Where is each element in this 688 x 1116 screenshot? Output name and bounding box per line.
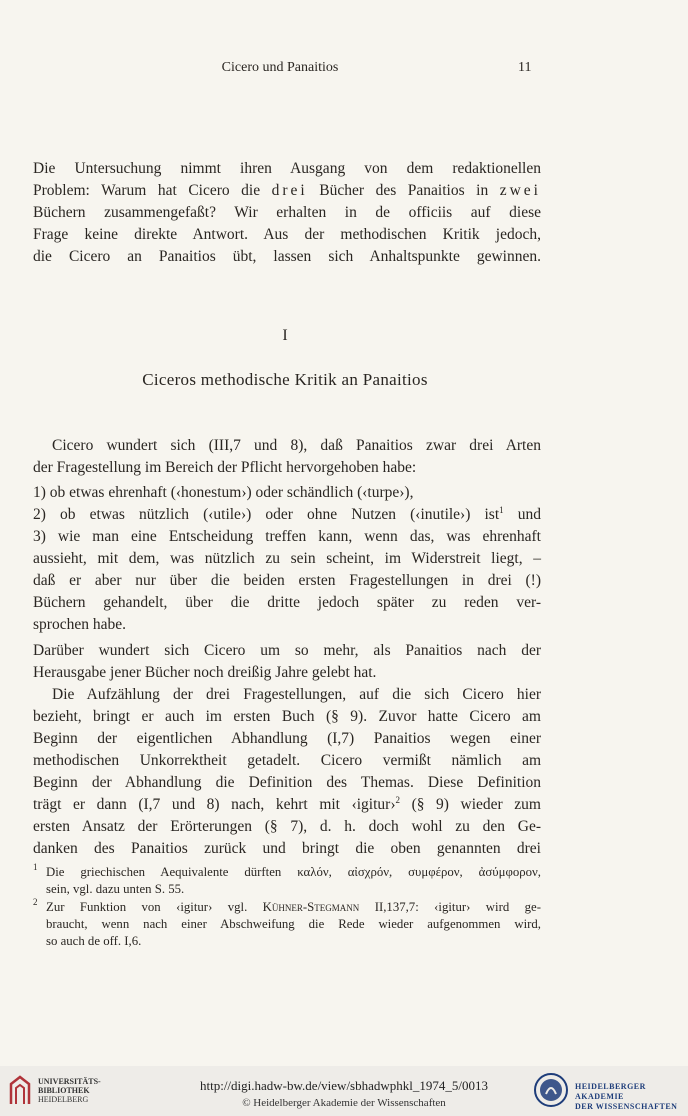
intro-line: Die Untersuchung nimmt ihren Ausgang von dem redaktionellen <box>33 160 541 177</box>
body-line: daß er aber nur über die beiden ersten Fragestellungen in drei (!) <box>33 572 541 589</box>
permalink-url[interactable]: http://digi.hadw-bw.de/view/sbhadwphkl_1974_5/0013 <box>199 1078 489 1093</box>
footnote-line: braucht, wenn nach einer Abschweifung die Rede wieder aufgenommen wird, <box>46 917 541 931</box>
body-line: sprochen habe. <box>33 616 126 633</box>
academy-name: HEIDELBERGER AKADEMIE DER WISSENSCHAFTEN <box>575 1082 678 1111</box>
body-line: Darüber wundert sich Cicero um so mehr, als Panaitios nach der <box>33 642 541 659</box>
running-title: Cicero und Panaitios <box>221 60 339 75</box>
body-line: Herausgabe jener Bücher noch dreißig Jahre gelebt hat. <box>33 664 377 681</box>
body-line: Beginn der eigentlichen Abhandlung (I,7) Panaitios wegen einer <box>33 730 541 747</box>
body-line: ersten Ansatz der Erörterungen (§ 7), d. h. doch wohl zu den Ge- <box>33 818 541 835</box>
footnote-line: so auch de off. I,6. <box>46 934 142 948</box>
body-line: 2) ob etwas nützlich (‹utile›) oder ohne Nutzen (‹inutile›) ist$^1$ und <box>33 505 541 523</box>
intro-line: Frage keine direkte Antwort. Aus der methodischen Kritik jedoch, <box>33 226 541 243</box>
page-number: 11 <box>518 60 532 75</box>
intro-line: Büchern zusammengefaßt? Wir erhalten in de officiis auf diese <box>33 204 541 221</box>
body-line: Beginn der Abhandlung die Definition des Themas. Diese Definition <box>33 774 541 791</box>
body-line: Büchern gehandelt, über die dritte jedoch später zu reden ver- <box>33 594 541 611</box>
body-line: bezieht, bringt er auch im ersten Buch (§ 9). Zuvor hatte Cicero am <box>33 708 541 725</box>
footnote-ref: 1 <box>499 505 504 515</box>
body-line: 1) ob etwas ehrenhaft (‹honestum›) oder schändlich (‹turpe›), <box>33 484 414 501</box>
footnote-line: Die griechischen Aequivalente dürften καλόν, αἰσχρόν, συμφέρον, ἀσύμφορον, <box>46 865 541 879</box>
academy-seal-icon[interactable] <box>533 1072 569 1108</box>
body-line: trägt er dann (I,7 und 8) nach, kehrt mit ‹igitur›$^2$ (§ 9) wieder zum <box>33 795 541 813</box>
body-line: Cicero wundert sich (III,7 und 8), daß Panaitios zwar drei Arten <box>52 437 541 454</box>
section-title: Ciceros methodische Kritik an Panaitios <box>142 370 428 389</box>
section-numeral: I <box>282 327 288 344</box>
body-line: 3) wie man eine Entscheidung treffen kann, wenn das, was ehrenhaft <box>33 528 541 545</box>
body-line: methodischen Unkorrektheit getadelt. Cicero vermißt nämlich am <box>33 752 541 769</box>
footnote-line: sein, vgl. dazu unten S. 55. <box>46 882 185 896</box>
body-line: der Fragestellung im Bereich der Pflicht hervorgehoben habe: <box>33 459 417 476</box>
body-line: Die Aufzählung der drei Fragestellungen, auf die sich Cicero hier <box>52 686 541 703</box>
footnote-number: 1 <box>33 862 38 872</box>
intro-line: die Cicero an Panaitios übt, lassen sich Anhaltspunkte gewinnen. <box>33 248 541 265</box>
footnote-ref: 2 <box>395 795 400 805</box>
footnote-number: 2 <box>33 897 38 907</box>
body-line: danken des Panaitios zurück und bringt die oben genannten drei <box>33 840 541 857</box>
university-library-name: UNIVERSITÄTS- BIBLIOTHEK HEIDELBERG <box>38 1077 101 1104</box>
copyright-notice: © Heidelberger Akademie der Wissenschaften <box>242 1097 446 1109</box>
body-line: aussieht, mit dem, was nützlich zu sein scheint, im Widerstreit liegt, – <box>33 550 541 567</box>
footnote-line: Zur Funktion von ‹igitur› vgl. Kühner-Stegmann II,137,7: ‹igitur› wird ge- <box>46 900 541 914</box>
intro-line: Problem: Warum hat Cicero die drei Bücher des Panaitios in zwei <box>33 182 541 199</box>
